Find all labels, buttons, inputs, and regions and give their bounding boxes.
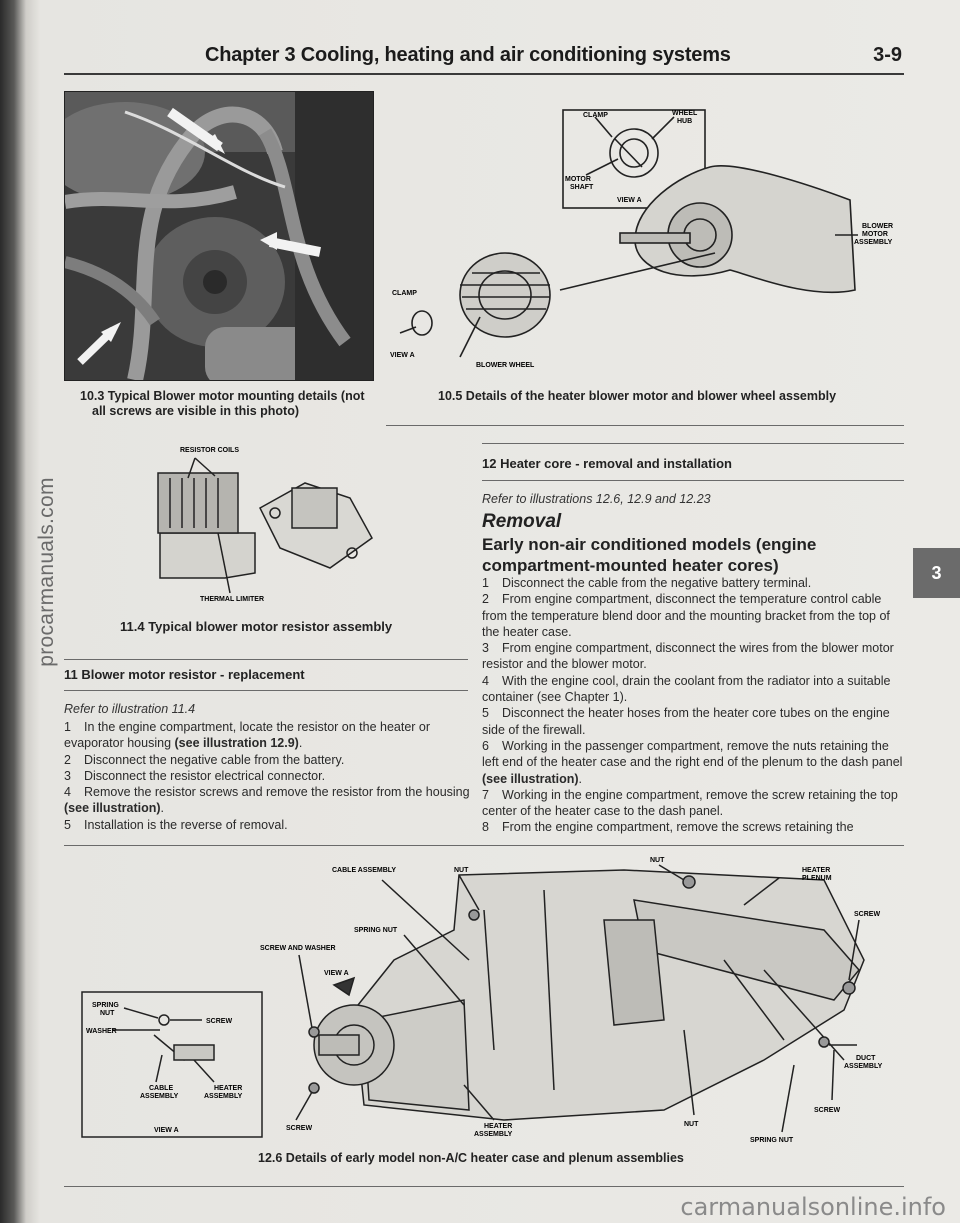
section-12-reference: Refer to illustrations 12.6, 12.9 and 12.23 xyxy=(482,492,711,506)
label-screw-c: SCREW xyxy=(814,1107,841,1114)
label-screw-and-washer: SCREW AND WASHER xyxy=(260,945,336,952)
section-11-step xyxy=(64,752,472,768)
step-text: Disconnect the resistor electrical connector. xyxy=(84,768,326,783)
step-number: 5 xyxy=(482,706,489,721)
step-number: 6 xyxy=(482,738,489,753)
step-number: 4 xyxy=(64,785,71,800)
step-number: 4 xyxy=(482,673,489,688)
inset-nut: NUT xyxy=(100,1010,115,1017)
resistor-diagram xyxy=(140,438,390,603)
step-text: From the engine compartment, remove the screws retaining the xyxy=(502,820,854,835)
step-text: Working in the passenger compartment, remove the nuts retaining the left end of the heater case and the right end of the plenum to the dash panel xyxy=(482,738,903,770)
label-cable-assembly: CABLE ASSEMBLY xyxy=(332,867,397,874)
step-text: In the engine compartment, locate the resistor on the heater or evaporator housing xyxy=(64,720,431,751)
label-duct-2: ASSEMBLY xyxy=(844,1063,883,1070)
label-thermal-limiter: THERMAL LIMITER xyxy=(200,596,265,603)
label-clamp: CLAMP xyxy=(392,290,417,297)
section-12-step xyxy=(482,705,906,738)
step-number: 5 xyxy=(64,817,71,832)
label-clamp-top: CLAMP xyxy=(583,112,608,119)
chapter-tab: 3 xyxy=(913,548,960,598)
footer-rule xyxy=(64,1186,904,1187)
label-assembly: ASSEMBLY xyxy=(854,239,893,246)
blower-motor-photo-art xyxy=(65,92,373,380)
section-12-step xyxy=(482,591,906,640)
step-number: 3 xyxy=(482,641,489,656)
inset-cable-assembly: ASSEMBLY xyxy=(140,1093,179,1100)
inset-cable: CABLE xyxy=(149,1085,174,1092)
step-text: Working in the engine compartment, remove the screw retaining the top center of the heater case to the dash panel. xyxy=(482,787,898,819)
inset-view-a: VIEW A xyxy=(154,1127,179,1134)
label-heater-assembly-2: ASSEMBLY xyxy=(474,1131,513,1138)
illustration-ref: (see illustration 12.9) xyxy=(174,736,299,751)
header-rule xyxy=(64,73,904,75)
section-12-rule-bottom xyxy=(482,480,904,481)
section-11-title: 11 Blower motor resistor - replacement xyxy=(64,667,305,682)
fig-10-5-rule xyxy=(386,425,904,426)
label-wheel: WHEEL xyxy=(672,110,698,117)
label-shaft: SHAFT xyxy=(570,184,594,191)
section-11-rule-bottom xyxy=(64,690,468,691)
step-number: 1 xyxy=(482,576,489,590)
step-text: From engine compartment, disconnect the temperature control cable from the temperature blend door and the mounting bracket from the top of the heater case. xyxy=(482,592,890,639)
step-number: 1 xyxy=(64,720,71,734)
label-duct-1: DUCT xyxy=(856,1055,876,1062)
illustration-ref: (see illustration) xyxy=(482,771,579,786)
step-text: From engine compartment, disconnect the wires from the blower motor resistor and the blower motor. xyxy=(482,641,894,672)
page-number: 3-9 xyxy=(873,44,902,66)
blower-motor-photo xyxy=(64,91,374,381)
label-view-a: VIEW A xyxy=(390,352,415,359)
section-11-step xyxy=(64,768,472,784)
chapter-header: Chapter 3 Cooling, heating and air conditioning systems xyxy=(205,44,731,66)
removal-heading: Removal xyxy=(482,511,562,532)
section-11-steps xyxy=(64,719,472,833)
label-nut-c: NUT xyxy=(684,1121,699,1128)
label-heater-plenum-2: PLENUM xyxy=(802,875,832,882)
fig-12-6-rule-top xyxy=(64,845,904,846)
label-blower: BLOWER xyxy=(862,223,894,230)
watermark-bottom: carmanualsonline.info xyxy=(680,1193,946,1221)
step-text: Disconnect the cable from the negative battery terminal. xyxy=(502,576,812,590)
step-text: Remove the resistor screws and remove the resistor from the housing xyxy=(84,785,470,800)
label-motor: MOTOR xyxy=(565,176,591,183)
heater-case-diagram xyxy=(64,850,909,1150)
fig-10-3-caption-line2: all screws are visible in this photo) xyxy=(92,404,300,418)
section-12-title: 12 Heater core - removal and installation xyxy=(482,456,732,471)
label-resistor-coils: RESISTOR COILS xyxy=(180,447,239,454)
inset-heater: HEATER xyxy=(214,1085,243,1092)
inset-screw: SCREW xyxy=(206,1018,233,1025)
step-number: 7 xyxy=(482,787,489,802)
label-blower-wheel: BLOWER WHEEL xyxy=(476,362,535,369)
fig-12-6-caption: 12.6 Details of early model non-A/C heater case and plenum assemblies xyxy=(258,1151,684,1165)
label-heater-assembly-1: HEATER xyxy=(484,1123,513,1130)
label-view-a: VIEW A xyxy=(324,970,349,977)
section-12-step xyxy=(482,819,906,835)
section-11-step xyxy=(64,817,472,833)
label-nut-a: NUT xyxy=(454,867,469,874)
section-12-step xyxy=(482,640,906,673)
step-number: 8 xyxy=(482,820,489,835)
label-screw-b: SCREW xyxy=(854,911,881,918)
label-heater-plenum-1: HEATER xyxy=(802,867,831,874)
section-11-reference: Refer to illustration 11.4 xyxy=(64,702,196,716)
section-12-step xyxy=(482,575,906,591)
step-number: 2 xyxy=(482,592,489,607)
section-12-rule-top xyxy=(482,443,904,444)
early-models-subheading: Early non-air conditioned models (engine compartment-mounted heater cores) xyxy=(482,535,817,575)
inset-spring: SPRING xyxy=(92,1002,119,1009)
section-12-step: 6 Working in the passenger compartment, remove the nuts retaining the left end of the heater case and the right end of the plenum to the dash panel (see illustration). xyxy=(482,738,903,786)
label-screw-a: SCREW xyxy=(286,1125,313,1132)
fig-10-5-caption: 10.5 Details of the heater blower motor and blower wheel assembly xyxy=(438,389,837,403)
step-text: Disconnect the negative cable from the battery. xyxy=(84,752,345,767)
section-11-step: 4 Remove the resistor screws and remove the resistor from the housing (see illustration). xyxy=(64,785,470,816)
label-view-a-inset: VIEW A xyxy=(617,197,642,204)
label-spring-nut-b: SPRING NUT xyxy=(750,1137,794,1144)
section-12-step xyxy=(482,673,906,706)
label-nut-b: NUT xyxy=(650,857,665,864)
section-11-step: 1 In the engine compartment, locate the resistor on the heater or evaporator housing (see illustration 12.9). xyxy=(64,720,431,751)
label-spring-nut: SPRING NUT xyxy=(354,927,398,934)
blower-wheel-diagram xyxy=(380,95,910,385)
step-number: 2 xyxy=(64,752,71,767)
section-11-rule-top xyxy=(64,659,468,660)
section-12-step xyxy=(482,787,906,820)
step-text: With the engine cool, drain the coolant from the radiator into a suitable container (see Chapter 1). xyxy=(482,673,891,705)
step-text: Disconnect the heater hoses from the heater core tubes on the engine side of the firewall. xyxy=(482,706,890,737)
label-motor-assy: MOTOR xyxy=(862,231,888,238)
fig-10-3-caption-line1: 10.3 Typical Blower motor mounting details (not xyxy=(80,389,365,403)
section-12-steps xyxy=(482,575,906,836)
fig-11-4-caption: 11.4 Typical blower motor resistor assembly xyxy=(120,619,393,634)
illustration-ref: (see illustration) xyxy=(64,801,161,816)
step-number: 3 xyxy=(64,768,71,783)
step-text: Installation is the reverse of removal. xyxy=(84,817,288,832)
inset-washer: WASHER xyxy=(86,1028,117,1035)
inset-heater-assembly: ASSEMBLY xyxy=(204,1093,243,1100)
label-hub: HUB xyxy=(677,118,693,125)
watermark-vertical: procarmanuals.com xyxy=(34,477,58,667)
